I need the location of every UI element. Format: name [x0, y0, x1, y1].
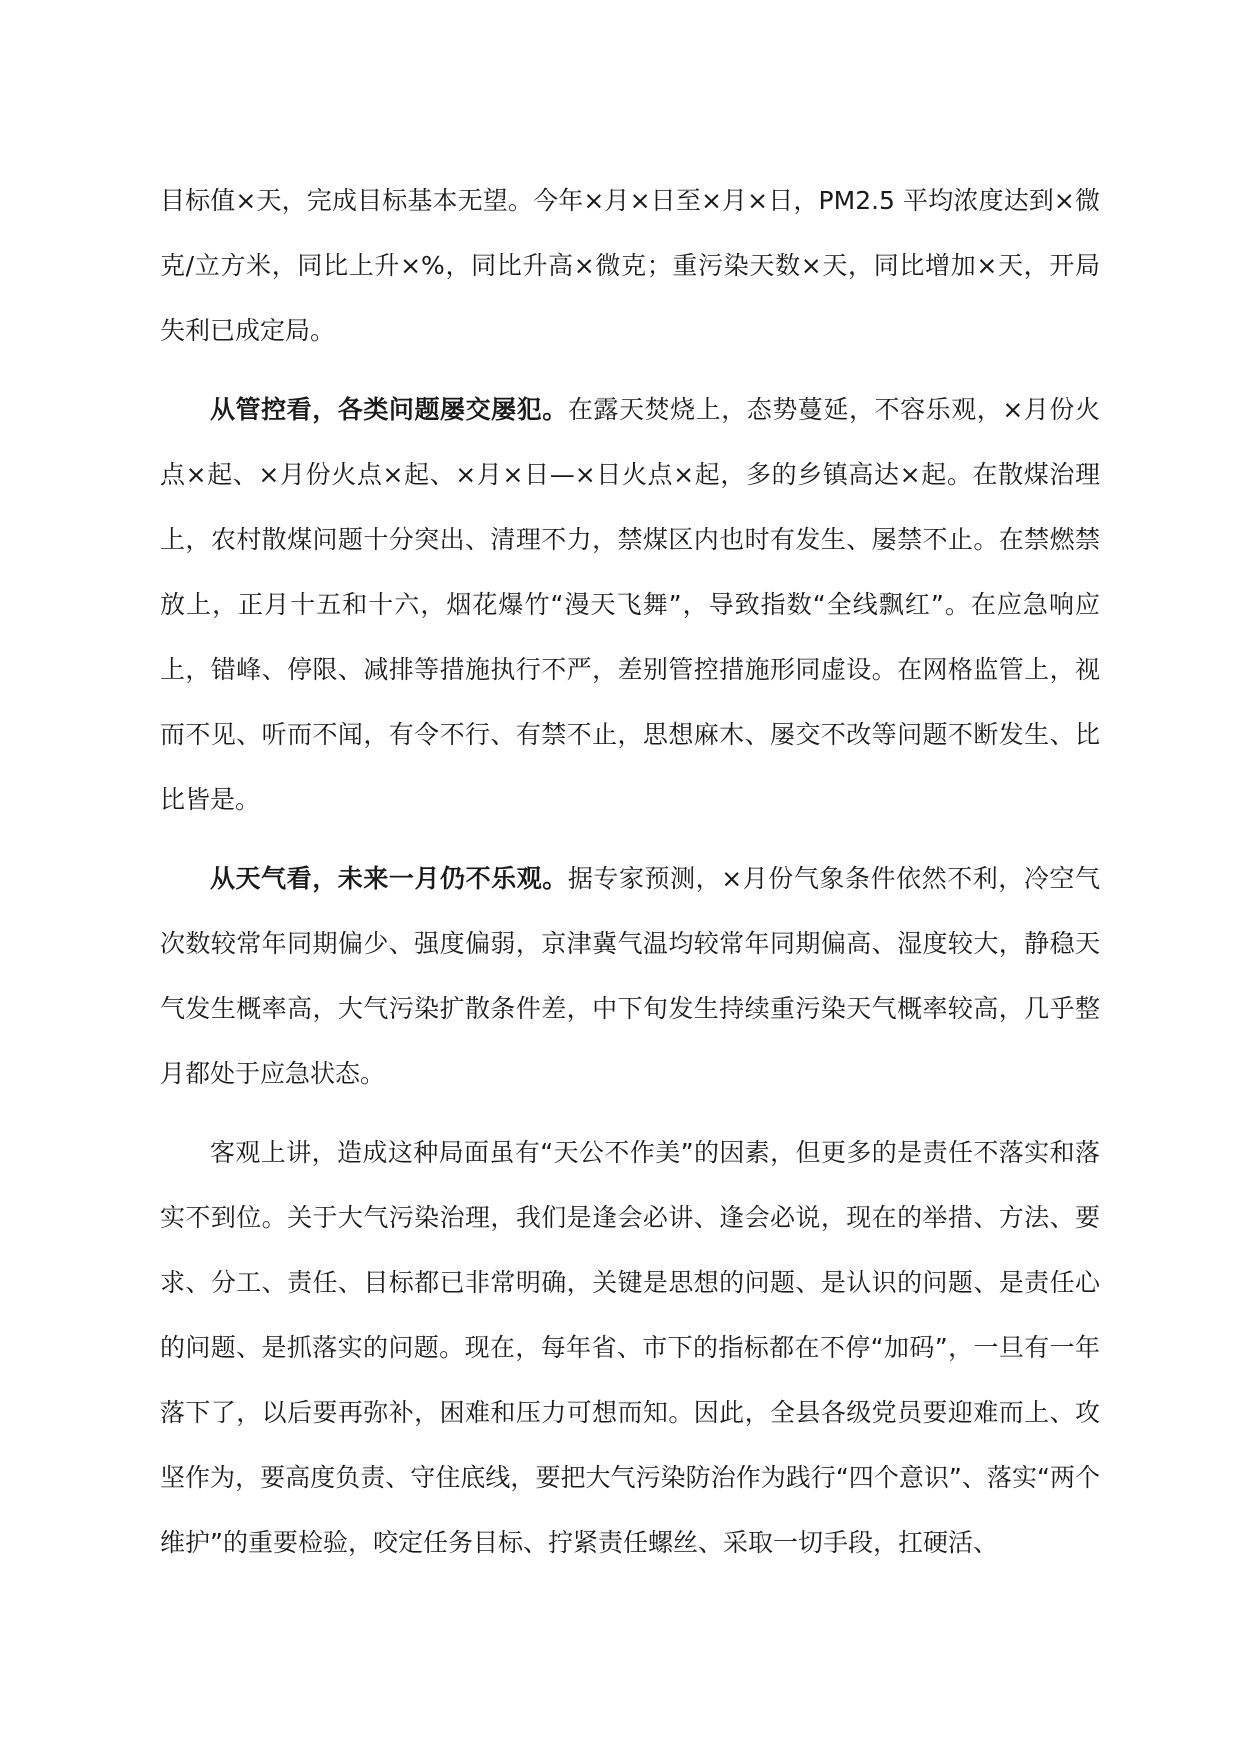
- paragraph-3: [160, 846, 1100, 1106]
- paragraph-4-text: 客观上讲，造成这种局面虽有“天公不作美”的因素，但更多的是责任不落实和落实不到位。关于大气污染治理，我们是逢会必讲、逢会必说，现在的举措、方法、要求、分工、责任、目标都已非常明确，关键是思想的问题、是认识的问题、是责任心的问题、是抓落实的问题。现在，每年省、市下的指标都在不停“加码”，一旦有一年落下了，以后要再弥补，困难和压力可想而知。因此，全县各级党员要迎难而上、攻坚作为，要高度负责、守住底线，要把大气污染防治作为践行“四个意识”、落实“两个维护”的重要检验，咬定任务目标、拧紧责任螺丝、采取一切手段，扛硬活、: [160, 1138, 1100, 1557]
- document-page: [160, 168, 1100, 1589]
- paragraph-4: [160, 1120, 1100, 1575]
- paragraph-1-text: 目标值×天，完成目标基本无望。今年×月×日至×月×日，PM2.5 平均浓度达到×微克/立方米，同比上升×%，同比升高×微克；重污染天数×天，同比增加×天，开局失利已成定局。: [160, 186, 1100, 345]
- paragraph-3-text: 据专家预测，×月份气象条件依然不利，冷空气次数较常年同期偏少、强度偏弱，京津冀气温均较常年同期偏高、湿度较大，静稳天气发生概率高，大气污染扩散条件差，中下旬发生持续重污染天气概率较高，几乎整月都处于应急状态。: [160, 864, 1100, 1088]
- paragraph-2-lead: 从管控看，各类问题屡交屡犯。: [210, 395, 568, 424]
- paragraph-3-lead: 从天气看，未来一月仍不乐观。: [210, 864, 568, 893]
- paragraph-2: [160, 377, 1100, 832]
- paragraph-2-text: 在露天焚烧上，态势蔓延，不容乐观，×月份火点×起、×月份火点×起、×月×日—×日火点×起，多的乡镇高达×起。在散煤治理上，农村散煤问题十分突出、清理不力，禁煤区内也时有发生、屡禁不止。在禁燃禁放上，正月十五和十六，烟花爆竹“漫天飞舞”，导致指数“全线飘红”。在应急响应上，错峰、停限、减排等措施执行不严，差别管控措施形同虚设。在网格监管上，视而不见、听而不闻，有令不行、有禁不止，思想麻木、屡交不改等问题不断发生、比比皆是。: [160, 395, 1100, 814]
- paragraph-1: [160, 168, 1100, 363]
